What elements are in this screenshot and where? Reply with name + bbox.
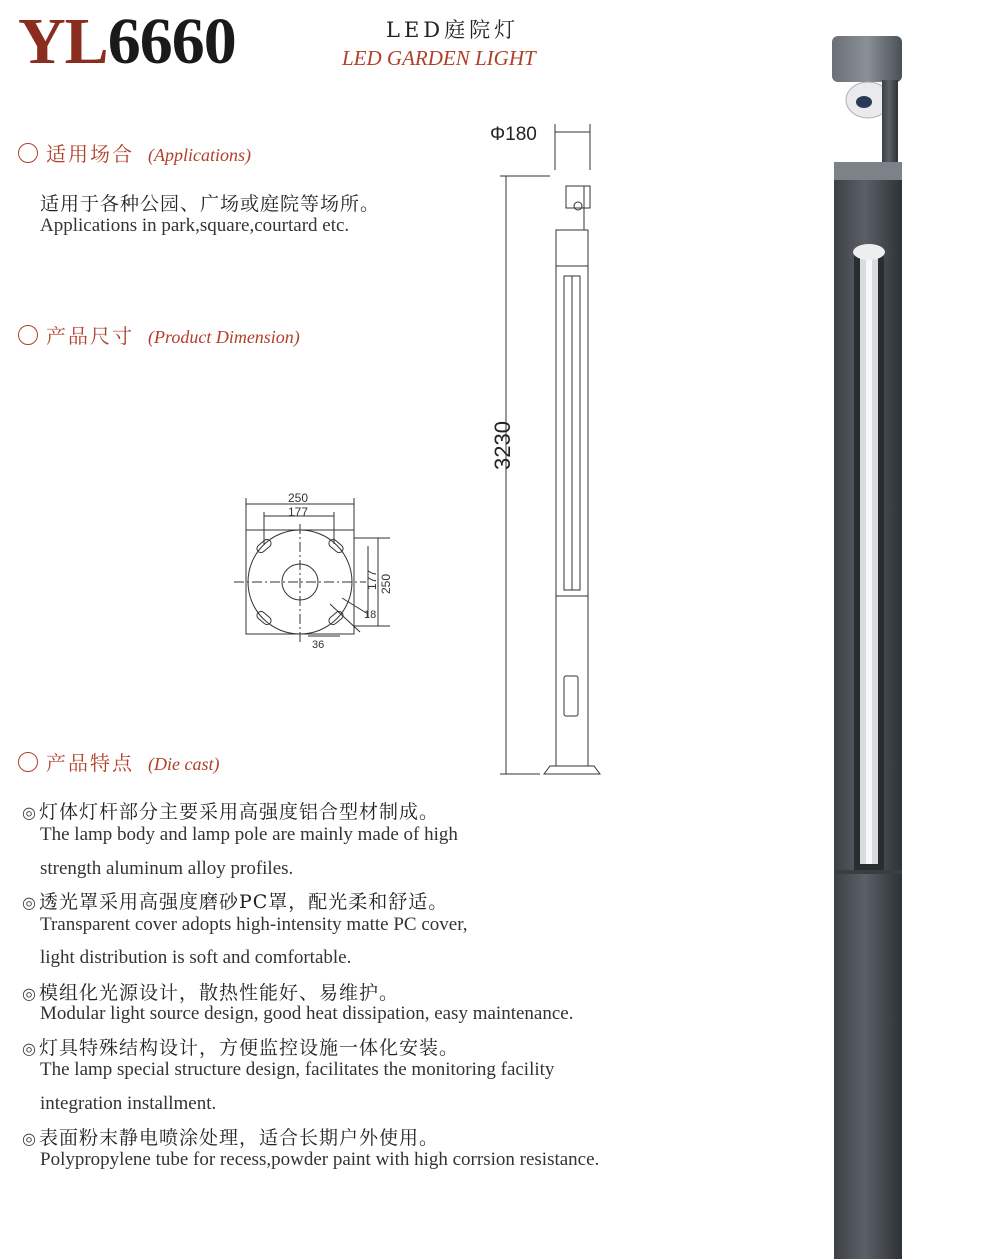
applications-heading xyxy=(18,138,251,167)
bullet-icon: ◎ xyxy=(22,1129,37,1148)
model-code xyxy=(18,6,236,78)
base-plate-drawing xyxy=(230,486,410,656)
bullet-icon: ◎ xyxy=(22,984,37,1003)
section-circle-icon xyxy=(18,752,38,772)
diameter-label: Φ180 xyxy=(490,124,537,145)
features-heading-en: (Die cast) xyxy=(148,754,220,774)
feature-1-en2: strength aluminum alloy profiles. xyxy=(40,858,294,879)
slot-length-label: 36 xyxy=(312,639,325,651)
feature-2-en1: Transparent cover adopts high-intensity matte PC cover, xyxy=(40,914,468,935)
base-height-label: 250 xyxy=(379,573,393,594)
features-heading xyxy=(18,747,219,776)
applications-heading-cn: 适用场合 xyxy=(46,142,134,166)
model-number: 6660 xyxy=(107,5,236,78)
bolt-spacing-label: 177 xyxy=(288,505,309,519)
bolt-spacing-v-label: 177 xyxy=(365,569,379,590)
bullet-icon: ◎ xyxy=(22,893,37,912)
feature-1-cn: ◎ 灯体灯杆部分主要采用高强度铝合型材制成。 xyxy=(22,801,439,823)
model-prefix: YL xyxy=(18,5,108,78)
section-circle-icon xyxy=(18,143,38,163)
product-title-cn: LED庭院灯 xyxy=(386,18,520,42)
features-heading-cn: 产品特点 xyxy=(46,751,134,775)
feature-2-en2: light distribution is soft and comfortable. xyxy=(40,947,352,968)
pole-elevation-drawing xyxy=(480,110,620,790)
feature-5-cn: ◎ 表面粉末静电喷涂处理，适合长期户外使用。 xyxy=(22,1127,439,1149)
feature-4-en1: The lamp special structure design, facilitates the monitoring facility xyxy=(40,1059,555,1080)
feature-4-en2: integration installment. xyxy=(40,1093,217,1114)
dimension-heading-en: (Product Dimension) xyxy=(148,327,300,347)
feature-5-en1: Polypropylene tube for recess,powder paint with high corrsion resistance. xyxy=(40,1149,600,1170)
dimension-heading-cn: 产品尺寸 xyxy=(46,324,134,348)
bullet-icon: ◎ xyxy=(22,803,37,822)
feature-4-cn: ◎ 灯具特殊结构设计，方便监控设施一体化安装。 xyxy=(22,1037,459,1059)
applications-text-cn: 适用于各种公园、广场或庭院等场所。 xyxy=(40,193,381,215)
feature-1-en1: The lamp body and lamp pole are mainly made of high xyxy=(40,824,458,845)
applications-text-en: Applications in park,square,courtard etc. xyxy=(40,215,350,236)
product-title-en: LED GARDEN LIGHT xyxy=(342,46,536,70)
base-width-label: 250 xyxy=(288,491,309,505)
feature-3-cn: ◎ 模组化光源设计，散热性能好、易维护。 xyxy=(22,982,399,1004)
lamp-pole-photo xyxy=(820,30,910,1259)
feature-2-cn: ◎ 透光罩采用高强度磨砂PC罩，配光柔和舒适。 xyxy=(22,891,449,913)
section-circle-icon xyxy=(18,325,38,345)
dimension-heading xyxy=(18,320,300,349)
feature-3-en1: Modular light source design, good heat dissipation, easy maintenance. xyxy=(40,1003,574,1024)
applications-heading-en: (Applications) xyxy=(148,145,251,165)
slot-width-label: 18 xyxy=(364,609,377,621)
height-label: 3230 xyxy=(490,421,515,470)
bullet-icon: ◎ xyxy=(22,1039,37,1058)
